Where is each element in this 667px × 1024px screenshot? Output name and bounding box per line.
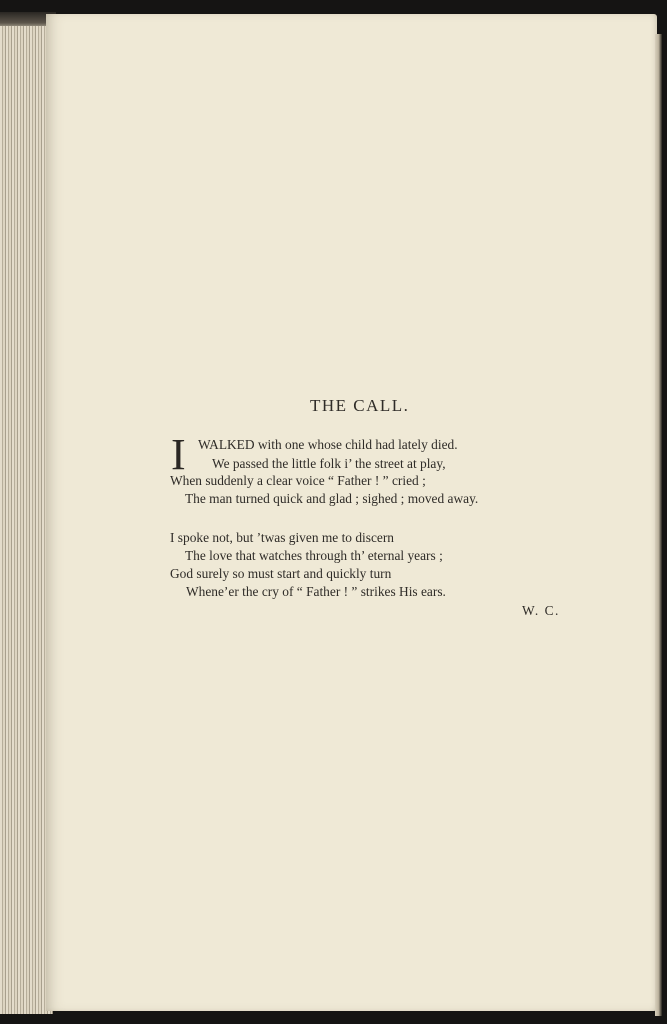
book-page <box>46 14 657 1011</box>
poem-line-5: I spoke not, but ’twas given me to discern <box>170 530 395 545</box>
poem-title: THE CALL. <box>310 396 410 415</box>
poem-line-1: WALKED with one whose child had lately died. <box>198 437 458 452</box>
poem-line-3: When suddenly a clear voice “ Father ! ” cried ; <box>170 473 426 488</box>
poem-line-7: God surely so must start and quickly turn <box>170 566 392 581</box>
poem-line-4: The man turned quick and glad ; sighed ; moved away. <box>185 491 479 506</box>
poem-line-2: We passed the little folk i’ the street at play, <box>212 456 446 471</box>
poem-line-8: Whene’er the cry of “ Father ! ” strikes His ears. <box>186 584 446 599</box>
poem-signature: W. C. <box>522 603 560 618</box>
poem-line-6: The love that watches through th’ eternal years ; <box>185 548 443 563</box>
page-right-edge <box>655 34 662 1016</box>
drop-cap: I <box>171 430 186 479</box>
book <box>0 12 662 1014</box>
